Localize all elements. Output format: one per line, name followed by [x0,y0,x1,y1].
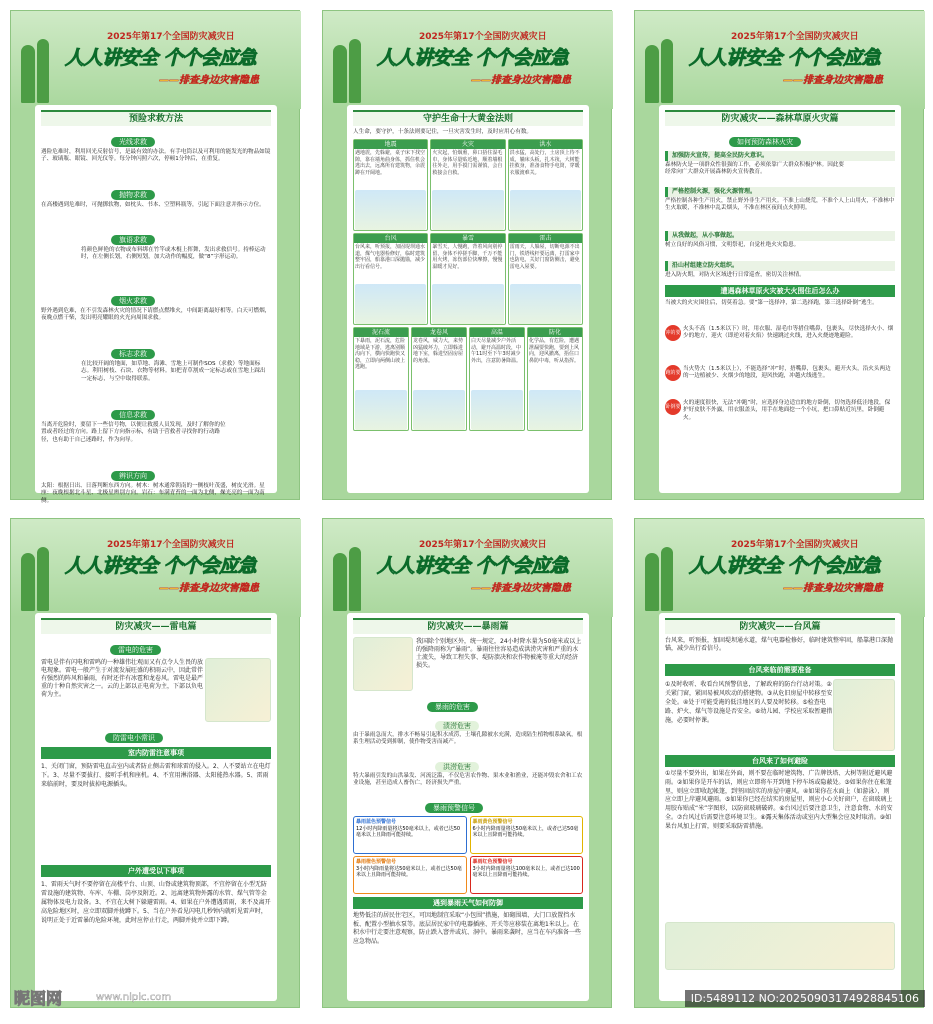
subheading: 如何预防森林火灾 [729,137,801,147]
card-title: 防灾减灾——台风篇 [665,618,895,634]
hazard-text: 雷电是伴有闪电和雷鸣的一种雄伟壮观而又有点令人生畏的放电现象。雷电一般产生于对流发展旺盛的积雨云中，因此常伴有强烈的阵风和暴雨，有时还伴有冰雹和龙卷风。雷电是最严重的十种自然灾害之一。云的上部以正电荷为主，下部以负电荷为主。 [41,659,204,698]
rule-text: 台风来，听预报，加固堤坝通水道，煤气电器检修好，临时建筑整牢固，船靠港口深抛锚，减少出行看信号。 [355,244,426,270]
lightning-illustration [510,284,581,324]
person-silhouette-icon [349,547,361,611]
section-banner: 户外遭受以下事项 [41,865,271,877]
rule-card [508,233,583,325]
tip-text: 树立良好的风俗习惯，文明祭祀，自觉杜绝火灾隐患。 [665,242,800,248]
typhoon-illustration [833,679,895,751]
rule-label: 台风 [354,234,427,243]
section-text: 在比较开阔的地面，如草地、海滩、雪地上可制作SOS（求救）等地面标志。利用树枝、石块、衣物等材料。如把青草割成一定标志或在雪地上踩出一定标志，与空中取得联系。 [81,361,266,382]
rule-label: 暴雪 [431,234,504,243]
rule-label: 泥石流 [354,328,408,337]
tip-bar: 沿山村组建立防火组织。 [665,261,895,271]
step-badge: 卧倒要领 [665,399,681,415]
person-silhouette-icon [37,39,49,103]
step-badge: 冲的要领 [665,325,681,341]
poster-golden-rules [322,10,612,500]
tip-bar: 从我做起，从小事做起。 [665,231,895,241]
warning-name: 暴雨黄色预警信号 [472,819,513,825]
section-banner: 台风来了如何避险 [665,755,895,767]
person-silhouette-icon [21,553,35,611]
yellow-warning [470,816,584,854]
red-warning [470,856,584,894]
rule-label: 防化 [528,328,582,337]
section [41,227,271,285]
content-card [35,105,277,504]
card-title: 防灾减灾——森林草原火灾篇 [665,110,895,126]
section [41,402,271,460]
warning-row [353,816,583,854]
rule-text: 火灾起，怕烟熏，鼻口捂住湿毛巾，身体尽量贴近地，顺着墙根往外走，用手摸门需谨慎，会自救接会自救。 [432,150,503,176]
rule-label: 火灾 [431,140,504,149]
snowstorm-illustration [432,284,503,324]
poster-header [11,11,301,109]
section-tag: 信息求救 [111,410,155,420]
section-text: 在高楼遇到危难时，可抛掷软物，如枕头、书本、空塑料瓶等，引起下面注意并指示方位。 [41,202,265,208]
section-tag: 辨识方向 [111,471,155,481]
section-tag: 烟火求救 [111,296,155,306]
rainstorm-illustration [353,637,413,691]
defense-text: 地势低洼的居民住宅区，可因地制宜采取“小包围”措施，如砌围墙、大门口放置挡水板、配置小型抽水泵等。底层居民家中的电器插座、开关等应移装在离地1米以上。在积水中行走要注意观察，防止跌入窨井或坑、洞中。暴雨来袭时，应当在车内准备一些应急物品。 [353,912,582,945]
rule-text: 雷雨天，人躲屋，切断电源不出门，铁塔线杆要远离，打雷家中也防电，关好门窗防侧击，避免雷电入屋要。 [509,244,580,270]
section-tag: 旗语求救 [111,235,155,245]
rule-card [508,139,583,231]
hazard-block [41,658,271,723]
year-line: 2025年第17个全国防灾减灾日 [731,32,859,42]
rule-label: 高温 [470,328,524,337]
poster-rescue-methods [10,10,300,504]
intro-text: 人生命，要守护，十条法则要记住，一旦灾害发生时，及时应用心有数。 [353,129,533,135]
tip-bar: 严格控制火源，强化火源管理。 [665,187,895,197]
step-text: 当火势大（1.5米以上），不能选择“冲”时，捂嘴鼻，包裹头，避开火头，沿火头两边的一边植被少、火烟少的地段，迎风快跑，冲越火线逃生。 [683,366,891,380]
person-silhouette-icon [349,39,361,103]
subtitle: ——排查身边灾害隐患 [783,583,883,594]
content-card [659,613,901,1001]
step-text: 火的速度很快，无法“冲跑”时，应选择身边适宜的地方卧倒，切勿选择低洼地段，保护好皮肤不外露，用衣服盖头，用手在地面挖一个小坑，把口鼻贴近坑里，卧倒避火。 [683,400,891,421]
warning-text: 6小时内降雨量将达50毫米以上，或者已达50毫米以上且降雨可能持续。 [472,825,579,838]
section-tag: 标志求救 [111,349,155,359]
rules-row [353,327,583,431]
person-silhouette-icon [645,553,659,611]
section-banner: 遭遇森林草原火灾被大火围住后怎么办 [665,285,895,297]
prep-list: ①及时收听、收看台风预警信息，了解政府的防台行动对策。②关紧门窗，紧固易被风吹动的搭建物。③从危旧房屋中转移至安全处。④处于可能受淹的低洼地区的人要及时转移。⑤检查电路、炉火、煤气等设施是否安全。⑥幼儿园、学校应采取暂避措施，必要时停课。 [665,681,833,724]
section-text: 遇险危难时，利用回光反射信号，是最有效的办法。有手电筒以及可利用的能发光的物品如镜子、玻璃瓶、眼镜、回光仪等。每分钟闪照六次，停顿1分钟后，在重复。 [41,149,271,163]
content-card [347,105,589,493]
section-tag: 光线求救 [111,137,155,147]
slogan: 人人讲安全 个个会应急 [377,555,569,577]
intro-block [353,637,583,692]
escape-step [665,365,895,396]
person-silhouette-icon [645,45,659,103]
rule-text: 洪水猛，高处行，土房顶上待不成，躺床头板，扎木筏，大树能挂救身，准备食物手电筒，穿暖衣服渡难关。 [509,150,580,176]
person-silhouette-icon [661,547,673,611]
typhoon-illustration [355,284,426,324]
section-tag: 抛物求救 [111,190,155,200]
rule-card [353,233,428,325]
slogan: 人人讲安全 个个会应急 [65,47,257,69]
section-banner: 遇到暴雨天气如何防御 [353,897,583,909]
outdoor-tips: 1、雷雨天气时不要停留在高楼平台、山顶、山脊或建筑物顶部，不宜停留在小型无防雷设施的建筑物、车库、车棚、岗亭及附近。2、远离建筑物外露的水管、煤气管等金属物体及电力设备。3、不宜在大树下躲避雷雨。4、如果在户外遭遇雷雨，来不及离开高危险地区时，应立即双脚并拢蹲下。5、当在户外看见闪电几秒钟内就听见雷声时，说明正处于近雷暴的危险环境，此时应停止行走，两脚并拢并立即下蹲。 [41,881,271,924]
tip-text: 森林防火是一项群众性很强的工作，必须依靠广大群众积极护林。因此要经常向广大群众开展森林防火宣传教育。 [665,162,845,176]
rules-row [353,139,583,231]
blue-warning [353,816,467,854]
subheading: 雷电的危害 [110,645,161,655]
person-silhouette-icon [21,45,35,103]
lightning-illustration [205,658,271,722]
year-line: 2025年第17个全国防灾减灾日 [731,540,859,550]
rule-text: 下暴雨，泥石流，危险地域是下游，逃离别顺沟向下，横向快跑快又稳，立即向两侧山坡上逃跑。 [355,338,406,371]
section-intro: 当被大的火灾围住后，切莫着急。要“第一选择冲，第二选择跑，第三选择卧倒”逃生。 [665,300,878,306]
warning-text: 3小时内降雨量将达100毫米以上，或者已达100毫米以上且降雨可能持续。 [472,865,580,878]
poster-header [635,519,925,617]
card-title: 预险求救方法 [41,110,271,126]
rule-card [430,233,505,325]
subtitle: ——排查身边灾害隐患 [159,583,259,594]
warning-text: 12小时内降雨量将达50毫米以上，或者已达50毫米以上且降雨可能持续。 [356,825,461,838]
rule-card [353,327,409,431]
person-silhouette-icon [37,547,49,611]
section-banner: 台风来临前需要准备 [665,664,895,676]
section-text: 太阳：根据日出、日落判断东西方向。树木：树木通常朝南的一侧枝叶茂盛，树皮光滑。星座：夜晚根据北斗星、北极星辨别方向。岩石：布满青苔的一面为北侧，燥光亮的一面为南侧。 [41,483,265,504]
flood-illustration [510,190,581,230]
rule-text: 遇地震，先躲避，桌子床下找空隙，靠在墙角曲身体，抓住机会逃出去，远离所有建筑物，余震蹲在开阔地。 [355,150,426,176]
person-silhouette-icon [661,39,673,103]
house-storm-illustration [665,922,895,970]
indoor-tips: 1、关闭门窗，预防雷电直击室内或者防止侧击雷和球雷的侵入。2、人不要站立在电灯下。3、尽量不要拔打、接听手机和座机。4、不宜用淋浴器、太阳能热水器。5、雷雨来临前时，要及时拔掉电源插头。 [41,763,271,788]
warning-text: 3小时内降雨量将达50毫米以上，或者已达50毫米以上且降雨可能持续。 [356,865,462,878]
rule-text: 暴雪天，人慢跑，背着风向别停留，身体不停搓手脚，千万不能用火烤，冻伤部位快摩擦，慢慢温暖才见好。 [432,244,503,270]
year-line: 2025年第17个全国防灾减灾日 [107,540,235,550]
subtitle: ——排查身边灾害隐患 [159,75,259,86]
rule-text: 白天尽量减少户外活动，避开高温时段，中午11时至下午3时减少外出，注意防暑降温。 [471,338,522,364]
slogan: 人人讲安全 个个会应急 [65,555,257,577]
poster-header [11,519,301,617]
subtitle: ——排查身边灾害隐患 [471,75,571,86]
card-title: 守护生命十大黄金法则 [353,110,583,126]
card-title: 防灾减灾——雷电篇 [41,618,271,634]
rule-label: 洪水 [509,140,582,149]
slogan: 人人讲安全 个个会应急 [689,555,881,577]
warning-name: 暴雨红色预警信号 [472,859,513,865]
section-text: 将颜色鲜艳的衣物或布料绑在竹竿或木棍上挥舞，发出求救信号。持棒运动时，在左侧长划，右侧短划，加大动作的幅度，做“8”字形运动。 [81,247,266,261]
rule-card [353,139,428,231]
rules-row [353,233,583,325]
poster-rainstorm [322,518,612,1008]
section [41,129,271,179]
subheading: 防雷电小常识 [105,733,163,743]
content-card [347,613,589,1001]
rule-card [411,327,467,431]
rule-text: 龙卷风，威力大，来势凶猛破坏力，立即躲进地下室，躲进坚固房屋的角落。 [413,338,464,364]
card-title: 防灾减灾——暴雨篇 [353,618,583,634]
poster-lightning [10,518,300,1008]
prep-block [665,679,895,752]
intro-text: 我国除个别地区外，统一规定，24小时降水量为50毫米或以上的强降雨称为“暴雨”。暴雨往往容易造成洪涝灾害和严重的水土流失，导致工程失事、堤防溃决和农作物被淹等重大的经济损失。 [416,638,582,669]
year-line: 2025年第17个全国防灾减灾日 [419,32,547,42]
section-text: 野外遇到危难，在不引发森林火灾的情况下请燃点燃堆火，中间距离最好相等。白天可燃烟，夜晚点燃干柴，发出明亮耀眼的火光向周围求救。 [41,308,271,322]
warning-row [353,856,583,894]
earthquake-illustration [355,190,426,230]
mudslide-illustration [355,390,407,430]
content-card [659,105,901,493]
poster-header [323,519,613,617]
section [41,288,271,338]
hazard-text: 特大暴雨引发的山洪暴发、河流泛滥，不仅危害农作物、果木业和渔业，还能冲毁农舍和工农业设施，甚至造成人畜伤亡，经济损失严重。 [353,773,583,787]
content-card [35,613,277,1001]
year-line: 2025年第17个全国防灾减灾日 [107,32,235,42]
rule-label: 地震 [354,140,427,149]
person-silhouette-icon [333,553,347,611]
chemical-illustration [529,390,581,430]
rule-text: 化学品，有危险，遭遇泄漏要快跑，要到上风向，迎风撤离，捂住口鼻防中毒，听从指挥。 [529,338,580,364]
section [41,341,271,399]
subheading: 暴雨的危害 [427,702,478,712]
image-id-label: ID:5489112 NO:20250903174928845106 [685,990,925,1007]
escape-step [665,399,895,436]
person-silhouette-icon [333,45,347,103]
hazard-text: 由于暴雨急而大，排水不畅易引起积水成涝，土壤孔隙被水充满，造成陆生植物根系缺氧，根系生理活动受到抑制，使作物受害而减产。 [353,732,583,746]
heat-illustration [471,390,523,430]
hazard-tag: 渍涝危害 [435,721,479,731]
section [41,182,271,224]
section-text: 当离开危险时，要留下一些信号物，以便让救援人员发现，及时了解你的位置或者经过的方向。路上留下方向指示标，有助于营救者寻找你的行动路径，也有助于自己迷路时，作为向导。 [41,422,226,443]
warning-name: 暴雨橙色预警信号 [356,859,397,865]
slogan: 人人讲安全 个个会应急 [377,47,569,69]
tip-bar: 加强防火宣传，提高全民防火意识。 [665,151,895,161]
poster-header [635,11,925,109]
poster-header [323,11,613,109]
subtitle: ——排查身边灾害隐患 [783,75,883,86]
rule-card [527,327,583,431]
section [41,463,271,521]
tornado-illustration [413,390,465,430]
tip-text: 进入防火期，对防火区域进行日常巡查，密切关注林情。 [665,272,805,278]
section-banner: 室内防雷注意事项 [41,747,271,759]
slogan: 人人讲安全 个个会应急 [689,47,881,69]
rule-card [469,327,525,431]
rule-label: 雷击 [509,234,582,243]
orange-warning [353,856,467,894]
warning-name: 暴雨蓝色预警信号 [356,819,397,825]
poster-typhoon [634,518,924,1008]
tip-text: 严格控制各种生产用火，禁止野外非生产用火。不准上山烧荒，不准个人上山用火，不准林中生火取暖，不准林中乱丢烟头，不准在林区夜间点火照明。 [665,198,895,212]
subheading: 暴雨预警信号 [425,803,483,813]
poster-forest-fire [634,10,924,500]
step-badge: 跑的要领 [665,365,681,381]
step-text: 火头不高（1.5米以下）时，用衣服、湿毛巾等措住嘴鼻，包裹头，尽快选择火小、烟少的地方，迎火（即逆对着火焰）快速跳过火线，进入火烧迹地避险。 [683,326,894,340]
watermark-logo: 昵图网 [14,989,63,1008]
watermark-url: www.nipic.com [96,992,172,1003]
hazard-tag: 洪涝危害 [435,762,479,772]
rule-label: 龙卷风 [412,328,466,337]
escape-step [665,325,895,362]
fire-illustration [432,190,503,230]
rule-card [430,139,505,231]
avoid-list: ①尽量不要外出，如果在外面，则不要在临时建筑物、广告牌铁塔、大树等附近避风避雨。②如果你是开车的话，则应立即将车开到地下停车场或隐蔽处。③如果你住在帐篷里，则应立即收起帐篷，到坚固结实的房屋中避风。④如果你在水面上（如游泳），则应立即上岸避风避雨。⑤如果你已经在结实的房屋里，则应小心关好窗户，在窗玻璃上用胶布贴成“米”字图形，以防窗玻璃破碎。⑥台风过后要注意卫生，注意食物、水的安全。⑦台风过后需要注意环境卫生。⑧露天集体活动或室内大型集会应及时取消。⑨如果台风加上打雷，则要采取防雷措施。 [665,770,893,830]
intro-text: 台风来，听预报，加固堤坝通水道，煤气电器检修好，临时建筑整牢固，船靠港口深抛锚，减少出行看信号。 [665,637,894,652]
year-line: 2025年第17个全国防灾减灾日 [419,540,547,550]
subtitle: ——排查身边灾害隐患 [471,583,571,594]
